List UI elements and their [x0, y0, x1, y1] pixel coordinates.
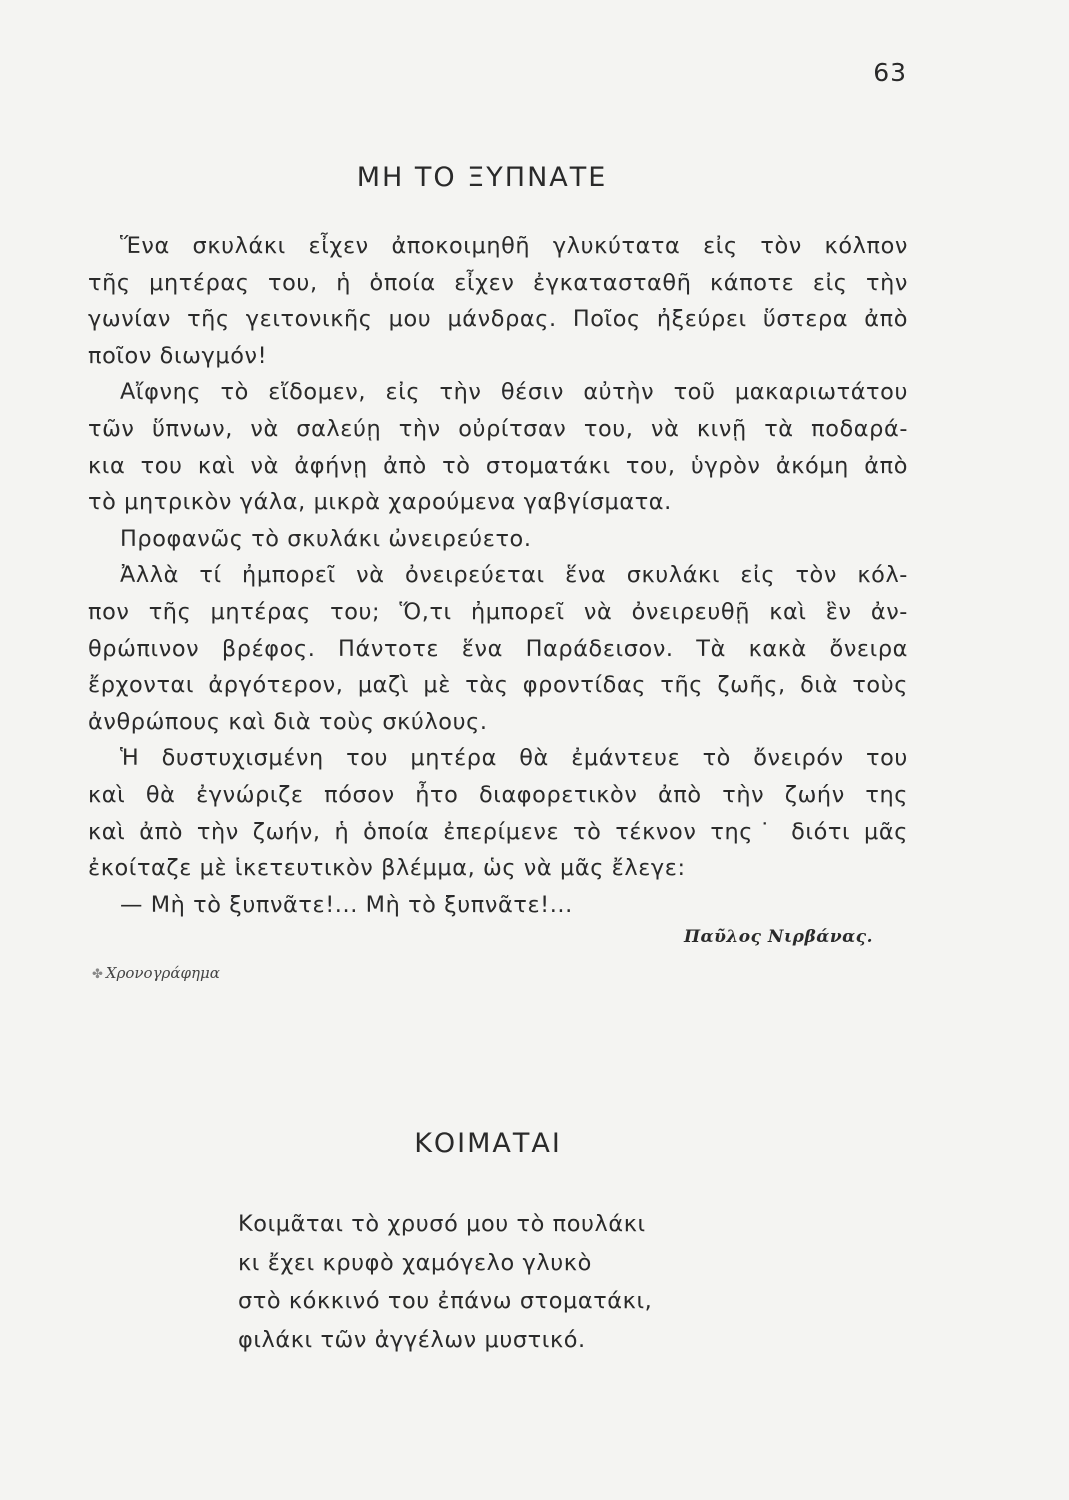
story-line: Ἀλλὰ τί ἠμπορεῖ νὰ ὀνειρεύεται ἕνα σκυλάκι εἰς τὸν κόλ- — [120, 562, 908, 589]
poem-line: φιλάκι τῶν ἀγγέλων μυστικό. — [238, 1326, 586, 1353]
poem-text — [238, 1205, 652, 1359]
genre-note — [92, 964, 220, 982]
story-line: κια του καὶ νὰ ἀφήνῃ ἀπὸ τὸ στοματάκι του, ὑγρὸν ἀκόμη ἀπὸ — [88, 452, 908, 479]
story-line: τῆς μητέρας του, ἡ ὁποία εἶχεν ἐγκατασταθῆ κάποτε εἰς τὴν — [88, 269, 908, 296]
story-line: τὸ μητρικὸν γάλα, μικρὰ χαρούμενα γαβγίσματα. — [88, 489, 672, 516]
genre-note-text: Χρονογράφημα — [105, 964, 220, 982]
poem-line: στὸ κόκκινό του ἐπάνω στοματάκι, — [238, 1288, 653, 1315]
story-line: ποῖον διωγμόν! — [88, 342, 268, 369]
story-line: τῶν ὕπνων, νὰ σαλεύῃ τὴν οὐρίτσαν του, νὰ κινῇ τὰ ποδαρά- — [88, 415, 908, 442]
story-title: ΜΗ ΤΟ ΞΥΠΝΑΤΕ — [356, 162, 608, 193]
bullet-icon: ✤ — [92, 967, 103, 982]
story-line: πον τῆς μητέρας του; Ὅ,τι ἠμπορεῖ νὰ ὀνειρευθῇ καὶ ἓν ἀν- — [88, 598, 908, 625]
story-line: ἔρχονται ἀργότερον, μαζὶ μὲ τὰς φροντίδας τῆς ζωῆς, διὰ τοὺς — [88, 672, 908, 699]
story-line: Προφανῶς τὸ σκυλάκι ὠνειρεύετο. — [120, 525, 532, 552]
author-signature: Παῦλος Νιρβάνας. — [683, 927, 873, 947]
story-line: καὶ ἀπὸ τὴν ζωήν, ἡ ὁποία ἐπερίμενε τὸ τέκνον της˙ διότι μᾶς — [88, 818, 908, 845]
page-number: 63 — [873, 58, 907, 87]
story-line: Ἕνα σκυλάκι εἶχεν ἀποκοιμηθῆ γλυκύτατα εἰς τὸν κόλπον — [120, 233, 908, 259]
story-line: ἀνθρώπους καὶ διὰ τοὺς σκύλους. — [88, 708, 488, 735]
story-line: — Μὴ τὸ ξυπνᾶτε!... Μὴ τὸ ξυπνᾶτε!... — [120, 891, 573, 918]
story-text — [88, 228, 908, 923]
story-line: καὶ θὰ ἐγνώριζε πόσον ἦτο διαφορετικὸν ἀπὸ τὴν ζωήν της — [88, 781, 908, 808]
poem-line: κι ἔχει κρυφὸ χαμόγελο γλυκὸ — [238, 1249, 592, 1276]
poem-title: ΚΟΙΜΑΤΑΙ — [414, 1128, 562, 1159]
poem-line: Κοιμᾶται τὸ χρυσό μου τὸ πουλάκι — [238, 1211, 646, 1237]
story-line: ἐκοίταζε μὲ ἱκετευτικὸν βλέμμα, ὡς νὰ μᾶς ἔλεγε: — [88, 855, 686, 882]
story-line: γωνίαν τῆς γειτονικῆς μου μάνδρας. Ποῖος ἠξεύρει ὕστερα ἀπὸ — [88, 306, 908, 333]
story-line: Αἴφνης τὸ εἴδομεν, εἰς τὴν θέσιν αὐτὴν τοῦ μακαριωτάτου — [120, 379, 908, 406]
story-line: Ἡ δυστυχισμένη του μητέρα θὰ ἐμάντευε τὸ ὄνειρόν του — [120, 745, 908, 772]
story-line: θρώπινον βρέφος. Πάντοτε ἕνα Παράδεισον. Τὰ κακὰ ὄνειρα — [88, 635, 908, 662]
